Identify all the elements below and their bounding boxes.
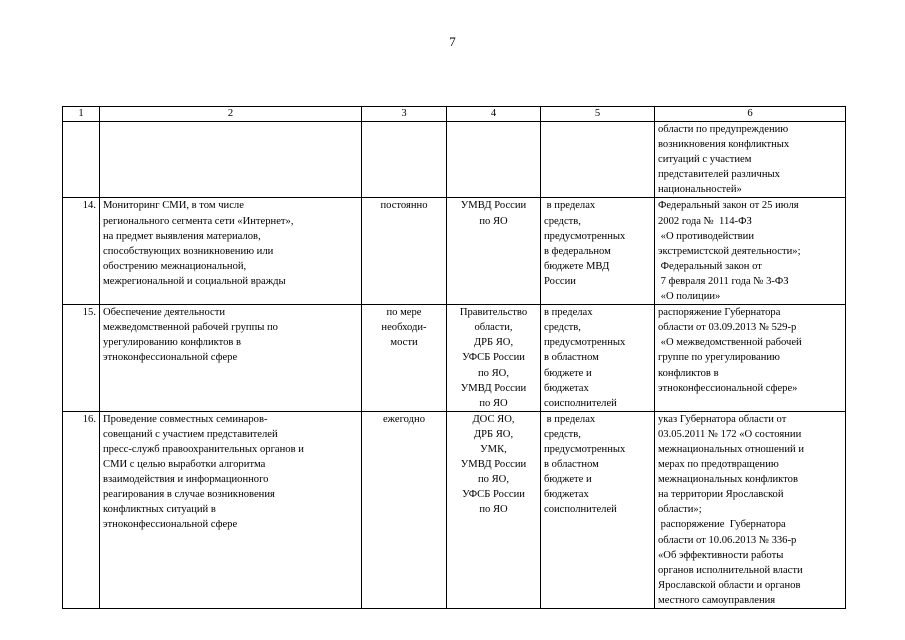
cell-text-line: Проведение совместных семинаров-: [103, 413, 268, 425]
cell-text-line: представителей различных: [658, 169, 780, 181]
cell-text-line: пресс-служб правоохранительных органов и: [103, 443, 304, 455]
funding-cell: [541, 305, 655, 412]
column-header: 2: [100, 107, 362, 122]
cell-text-line: по ЯО,: [478, 474, 509, 486]
cell-text-line: регионального сегмента сети «Интернет»,: [103, 215, 294, 227]
cell-text-line: этноконфессиональной сфере: [103, 519, 238, 531]
activity-cell: [100, 411, 362, 608]
cell-text-line: экстремистской деятельности»;: [658, 245, 801, 257]
cell-text-line: в федеральном: [544, 245, 611, 257]
cell-text-line: взаимодействия и информационного: [103, 474, 269, 486]
term-cell: [362, 305, 447, 412]
cell-text-line: конфликтов в: [658, 367, 719, 379]
cell-text-line: ДРБ ЯО,: [473, 428, 514, 440]
cell-text-line: реагирования в случае возникновения: [103, 489, 275, 501]
measures-table: [62, 106, 846, 609]
term-cell: [362, 122, 447, 198]
cell-text-line: УМВД России: [460, 382, 527, 394]
cell-text-line: «Об эффективности работы: [658, 549, 784, 561]
cell-text-line: бюджетах: [544, 382, 589, 394]
cell-text-line: по ЯО,: [478, 367, 509, 379]
executors-cell: [447, 305, 541, 412]
activity-cell: [100, 198, 362, 305]
row-number-cell: 15.: [63, 305, 100, 412]
table-row: [63, 305, 846, 412]
row-number-cell: 14.: [63, 198, 100, 305]
cell-text-line: 2002 года № 114-ФЗ: [658, 215, 752, 227]
cell-text-line: способствующих возникновению или: [103, 245, 274, 257]
cell-text-line: мости: [390, 337, 418, 349]
activity-cell: [100, 122, 362, 198]
cell-text-line: Ярославской области и органов: [658, 579, 801, 591]
cell-text-line: 7 февраля 2011 года № 3-ФЗ: [658, 275, 789, 287]
cell-text-line: межнациональных отношений и: [658, 443, 804, 455]
cell-text-line: СМИ с целью выработки алгоритма: [103, 459, 266, 471]
cell-text-line: в пределах: [544, 200, 596, 212]
cell-text-line: по мере: [386, 307, 422, 319]
cell-text-line: конфликтных ситуаций в: [103, 504, 216, 516]
cell-text-line: в пределах: [544, 307, 593, 319]
cell-text-line: бюджете и: [544, 367, 592, 379]
cell-text-line: совещаний с участием представителей: [103, 428, 278, 440]
cell-text-line: межрегиональной и социальной вражды: [103, 275, 286, 287]
table-row: [63, 198, 846, 305]
cell-text-line: урегулированию конфликтов в: [103, 337, 242, 349]
cell-text-line: органов исполнительной власти: [658, 564, 803, 576]
cell-text-line: по ЯО: [479, 504, 508, 516]
cell-text-line: бюджете и: [544, 474, 592, 486]
cell-text-line: в областном: [544, 459, 599, 471]
cell-text-line: «О полиции»: [658, 291, 721, 303]
cell-text-line: УФСБ России: [462, 489, 525, 501]
cell-text-line: «О противодействии: [658, 230, 755, 242]
cell-text-line: ситуаций с участием: [658, 154, 752, 166]
cell-text-line: бюджете МВД: [544, 260, 610, 272]
cell-text-line: национальностей»: [658, 184, 742, 196]
executors-cell: [447, 198, 541, 305]
cell-text-line: ДОС ЯО,: [472, 413, 515, 425]
cell-text-line: по ЯО: [479, 215, 508, 227]
cell-text-line: этноконфессиональной сфере: [103, 352, 238, 364]
row-number-cell: [63, 122, 100, 198]
term-cell: [362, 198, 447, 305]
cell-text-line: в областном: [544, 352, 599, 364]
term-cell: [362, 411, 447, 608]
cell-text-line: предусмотренных: [544, 337, 626, 349]
cell-text-line: межнациональных конфликтов: [658, 474, 798, 486]
cell-text-line: области от 03.09.2013 № 529-р: [658, 322, 797, 334]
cell-text-line: области»;: [658, 504, 702, 516]
cell-text-line: соисполнителей: [544, 504, 617, 516]
column-header: 5: [541, 107, 655, 122]
funding-cell: [541, 198, 655, 305]
cell-text-line: средств,: [544, 322, 581, 334]
legal-basis-cell: [655, 411, 846, 608]
cell-text-line: на территории Ярославской: [658, 489, 784, 501]
legal-basis-cell: [655, 122, 846, 198]
cell-text-line: бюджетах: [544, 489, 589, 501]
column-header: 6: [655, 107, 846, 122]
cell-text-line: в пределах: [544, 413, 596, 425]
column-header: 3: [362, 107, 447, 122]
cell-text-line: России: [544, 275, 576, 287]
column-header: 4: [447, 107, 541, 122]
cell-text-line: Федеральный закон от: [658, 260, 762, 272]
funding-cell: [541, 411, 655, 608]
cell-text-line: Обеспечение деятельности: [103, 307, 226, 319]
cell-text-line: местного самоуправления: [658, 594, 776, 606]
cell-text-line: 03.05.2011 № 172 «О состоянии: [658, 428, 802, 440]
cell-text-line: этноконфессиональной сфере»: [658, 382, 798, 394]
cell-text-line: мерах по предотвращению: [658, 459, 779, 471]
legal-basis-cell: [655, 305, 846, 412]
cell-text-line: УФСБ России: [462, 352, 525, 364]
cell-text-line: предусмотренных: [544, 443, 626, 455]
activity-cell: [100, 305, 362, 412]
legal-basis-cell: [655, 198, 846, 305]
cell-text-line: возникновения конфликтных: [658, 139, 790, 151]
cell-text-line: области по предупреждению: [658, 124, 789, 135]
column-header: 1: [63, 107, 100, 122]
table-row: [63, 122, 846, 198]
cell-text-line: УМК,: [480, 443, 507, 455]
cell-text-line: указ Губернатора области от: [658, 413, 787, 425]
cell-text-line: УМВД России: [460, 459, 527, 471]
cell-text-line: области от 10.06.2013 № 336-р: [658, 534, 797, 546]
cell-text-line: УМВД России: [460, 200, 527, 212]
cell-text-line: «О межведомственной рабочей: [658, 337, 802, 349]
cell-text-line: группе по урегулированию: [658, 352, 780, 364]
page-number: 7: [449, 34, 456, 49]
cell-text-line: средств,: [544, 428, 581, 440]
cell-text-line: Правительство: [459, 307, 528, 319]
cell-text-line: Мониторинг СМИ, в том числе: [103, 200, 244, 212]
cell-text-line: межведомственной рабочей группы по: [103, 322, 278, 334]
executors-cell: [447, 122, 541, 198]
table-row: [63, 411, 846, 608]
cell-text-line: по ЯО: [479, 397, 508, 409]
cell-text-line: ДРБ ЯО,: [473, 337, 514, 349]
cell-text-line: соисполнителей: [544, 397, 617, 409]
cell-text-line: необходи-: [381, 322, 427, 334]
cell-text-line: постоянно: [380, 200, 428, 212]
executors-cell: [447, 411, 541, 608]
row-number-cell: 16.: [63, 411, 100, 608]
cell-text-line: средств,: [544, 215, 581, 227]
cell-text-line: распоряжение Губернатора: [658, 307, 781, 319]
funding-cell: [541, 122, 655, 198]
cell-text-line: Федеральный закон от 25 июля: [658, 200, 799, 212]
cell-text-line: на предмет выявления материалов,: [103, 230, 261, 242]
cell-text-line: ежегодно: [382, 413, 425, 425]
cell-text-line: предусмотренных: [544, 230, 626, 242]
cell-text-line: распоряжение Губернатора: [658, 519, 786, 531]
cell-text-line: обострению межнациональной,: [103, 260, 247, 272]
cell-text-line: области,: [474, 322, 513, 334]
column-number-row: [63, 107, 846, 122]
